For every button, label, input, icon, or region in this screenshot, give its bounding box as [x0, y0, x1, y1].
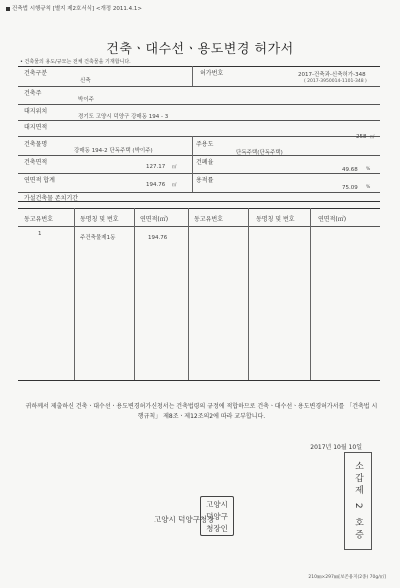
building-name-label: 건축물명 [24, 141, 48, 148]
table-header-dong-id: 동고유번호 [24, 216, 53, 223]
col-divider [74, 208, 75, 380]
permit-no-sub: ( 2017-3950014-1101-348 ) [304, 79, 367, 84]
seal-text-1: 고양시 [206, 500, 228, 509]
square-bullet-icon [6, 7, 10, 11]
col-divider [192, 136, 193, 192]
col-divider [188, 208, 189, 380]
table-header-floor-area: 연면적(㎡) [140, 216, 169, 223]
table-header-dong-name: 동명칭 및 번호 [80, 216, 119, 223]
table-top-border [18, 66, 380, 67]
building-area-value: 127.17 [146, 164, 166, 170]
table-header-dong-name-2: 동명칭 및 번호 [256, 216, 295, 223]
table-cell-floor-area: 194.76 [148, 235, 168, 241]
seal-text-2: 덕양구 [206, 512, 228, 521]
building-area-unit: ㎡ [172, 165, 177, 170]
total-floor-label: 연면적 합계 [24, 177, 55, 184]
building-table-header-divider [18, 226, 380, 227]
far-label: 용적률 [196, 177, 214, 184]
building-area-label: 건축면적 [24, 159, 48, 166]
evidence-stamp: 소갑제 2 호증 [344, 452, 372, 550]
permit-no-value: 2017-건축과-신축허가-348 [298, 72, 366, 78]
issue-date: 2017년 10월 10일 [310, 444, 362, 451]
issuance-statement: 귀하께서 제출하신 건축ㆍ대수선ㆍ용도변경허가신청서는 건축법령의 규정에 적합하므로 건축ㆍ대수선ㆍ용도변경허가서를 「건축법 시행규칙」 제8조ㆍ제12조의2에 따라 교부합니다. [25, 403, 378, 420]
building-type-value: 신축 [80, 78, 91, 84]
col-divider [134, 208, 135, 380]
coverage-unit: % [366, 167, 371, 172]
table-header-floor-area-2: 연면적(㎡) [318, 216, 347, 223]
row-divider [18, 136, 380, 137]
total-floor-value: 194.76 [146, 182, 166, 188]
main-use-value: 단독주택(단독주택) [236, 150, 283, 156]
official-seal [200, 496, 234, 536]
temp-building-label: 가설건축물 존치기간 [24, 195, 79, 202]
building-name-value: 강매동 194-2 단독주택 (박이주) [74, 148, 153, 154]
row-divider [18, 120, 380, 121]
paper-spec-footer: 210㎜×297㎜[보존용지(2종) 70g/㎡] [308, 575, 386, 580]
seal-text-3: 청장인 [206, 524, 228, 533]
far-value: 75.09 [342, 185, 358, 191]
permit-no-label: 허가번호 [200, 70, 224, 77]
far-unit: % [366, 185, 371, 190]
site-area-label: 대지면적 [24, 124, 48, 131]
form-reference [6, 4, 142, 12]
issuer-name: 고양시 덕양구청장 [154, 515, 215, 524]
site-area-unit: ㎡ [370, 135, 375, 140]
row-divider [18, 173, 380, 174]
table-cell-dong-id: 1 [38, 231, 42, 237]
building-table-top [18, 208, 380, 209]
row-divider [18, 104, 380, 105]
site-area-value: 258 [356, 134, 367, 140]
table-cell-dong-name: 주건축물제1동 [80, 235, 116, 241]
col-divider [310, 208, 311, 380]
coverage-value: 49.68 [342, 167, 358, 173]
owner-value: 박이주 [78, 97, 94, 103]
coverage-label: 건폐율 [196, 159, 214, 166]
document-title: 건축ㆍ대수선ㆍ용도변경 허가서 [106, 42, 294, 57]
main-use-label: 주용도 [196, 141, 214, 148]
owner-label: 건축주 [24, 90, 42, 97]
location-label: 대지위치 [24, 108, 48, 115]
row-divider [18, 155, 380, 156]
row-divider [18, 86, 380, 87]
form-reference-text: 건축법 시행규칙 [별지 제2호서식] <개정 2011.4.1> [12, 6, 142, 12]
document-subnote: • 건축물의 용도/규모는 전체 건축물을 기재합니다. [20, 59, 131, 65]
total-floor-unit: ㎡ [172, 183, 177, 188]
col-divider [248, 208, 249, 380]
building-table-bottom [18, 380, 380, 381]
location-value: 경기도 고양시 덕양구 강매동 194 - 3 [78, 114, 169, 120]
col-divider [192, 66, 193, 86]
table-header-dong-id-2: 동고유번호 [194, 216, 223, 223]
building-type-label: 건축구분 [24, 70, 48, 77]
